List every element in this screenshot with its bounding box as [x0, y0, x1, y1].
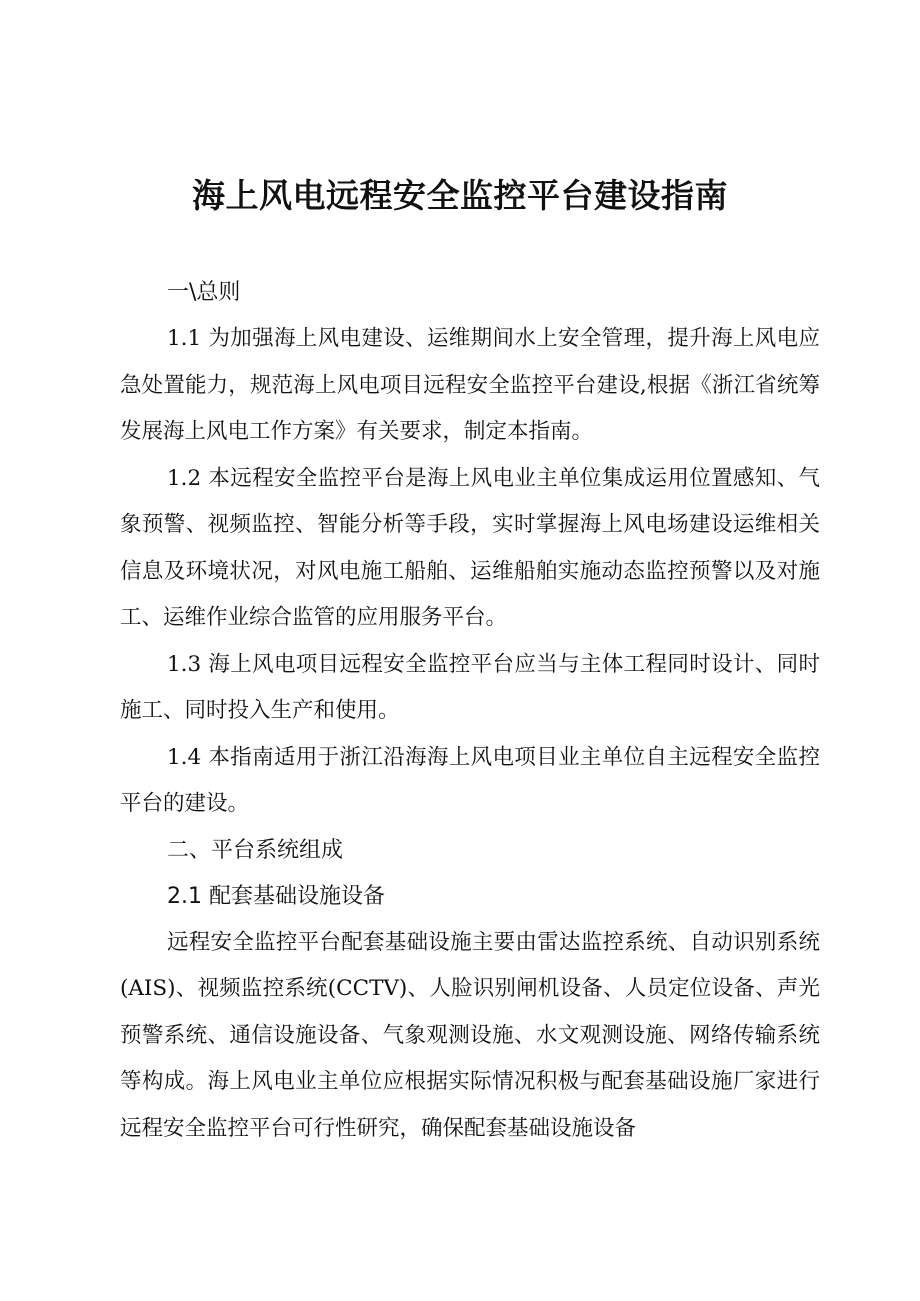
paragraph-2-1: 远程安全监控平台配套基础设施主要由雷达监控系统、自动识别系统(AIS)、视频监控系统(CCTV)、人脸识别闸机设备、人员定位设备、声光预警系统、通信设施设备、气象观测设施、水文观测设施、网络传输系统等构成。海上风电业主单位应根据实际情况积极与配套基础设施厂家进行远程安全监控平台可行性研究，确保配套基础设施设备: [120, 929, 820, 1141]
paragraph-1-1: 1.1 为加强海上风电建设、运维期间水上安全管理，提升海上风电应急处置能力，规范海上风电项目远程安全监控平台建设,根据《浙江省统筹发展海上风电工作方案》有关要求，制定本指南。: [120, 326, 820, 444]
paragraph-1-2: 1.2 本远程安全监控平台是海上风电业主单位集成运用位置感知、气象预警、视频监控、智能分析等手段，实时掌握海上风电场建设运维相关信息及环境状况，对风电施工船舶、运维船舶实施动态监控预警以及对施工、运维作业综合监管的应用服务平台。: [120, 465, 820, 630]
section-heading-general: 一\总则: [167, 280, 241, 305]
document-title: 海上风电远程安全监控平台建设指南: [192, 176, 728, 215]
section-heading-platform-composition: 二、平台系统组成: [167, 837, 344, 863]
paragraph-1-3: 1.3 海上风电项目远程安全监控平台应当与主体工程同时设计、同时施工、同时投入生产和使用。: [120, 651, 820, 723]
document-body: [120, 270, 820, 1152]
subsection-heading-infrastructure: 2.1 配套基础设施设备: [167, 883, 385, 909]
paragraph-1-4: 1.4 本指南适用于浙江沿海海上风电项目业主单位自主远程安全监控平台的建设。: [120, 744, 820, 816]
